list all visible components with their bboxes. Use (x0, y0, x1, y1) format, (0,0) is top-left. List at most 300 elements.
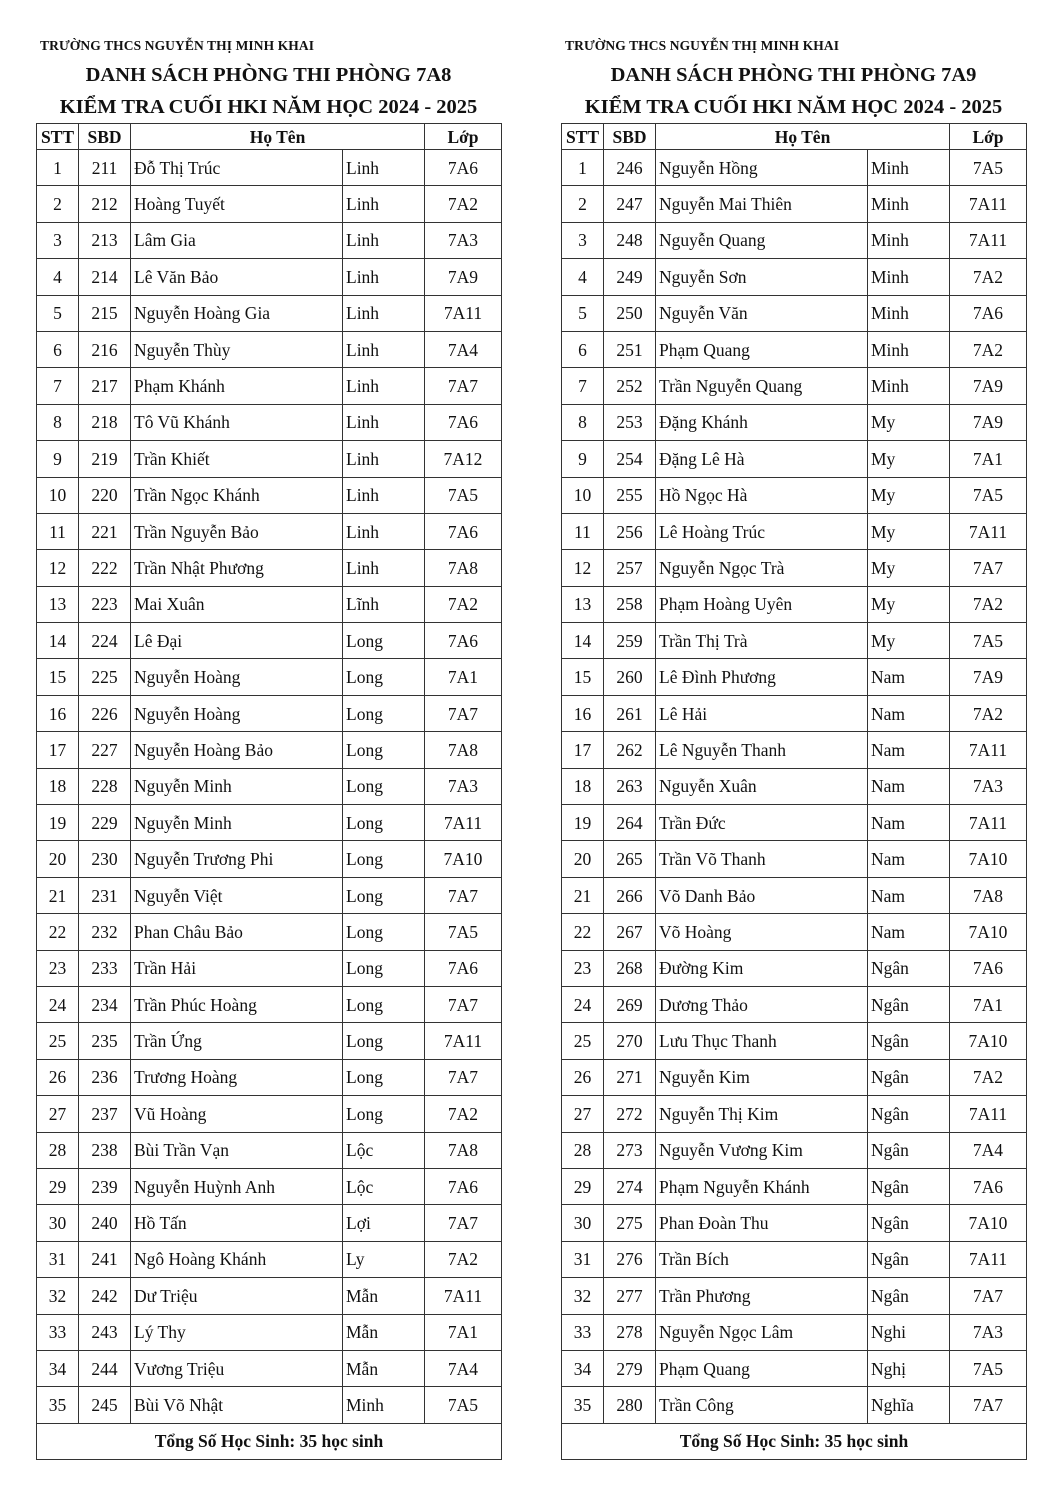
row-sbd: 215 (79, 295, 131, 331)
row-stt: 26 (37, 1059, 79, 1095)
row-stt: 21 (562, 877, 604, 913)
table-row (562, 295, 1027, 331)
table-row (37, 222, 502, 258)
row-class: 7A8 (425, 732, 502, 768)
row-stt: 10 (562, 477, 604, 513)
row-class: 7A3 (425, 768, 502, 804)
row-class: 7A8 (425, 550, 502, 586)
row-stt: 22 (37, 914, 79, 950)
table-row (562, 841, 1027, 877)
row-class: 7A11 (950, 222, 1027, 258)
table-row (37, 950, 502, 986)
row-last-middle-name: Nguyễn Hoàng Gia (131, 295, 343, 331)
row-stt: 26 (562, 1059, 604, 1095)
row-stt: 14 (562, 623, 604, 659)
school-name: TRƯỜNG THCS NGUYỄN THỊ MINH KHAI (565, 38, 840, 53)
table-header-row (562, 124, 1027, 150)
row-first-name: Linh (343, 222, 425, 258)
row-stt: 13 (37, 586, 79, 622)
row-class: 7A11 (950, 186, 1027, 222)
row-sbd: 268 (604, 950, 656, 986)
row-sbd: 230 (79, 841, 131, 877)
row-class: 7A2 (425, 186, 502, 222)
row-sbd: 242 (79, 1278, 131, 1314)
row-first-name: Linh (343, 295, 425, 331)
row-stt: 35 (562, 1387, 604, 1423)
table-row (562, 1278, 1027, 1314)
row-first-name: Ngân (868, 1096, 950, 1132)
row-last-middle-name: Nguyễn Huỳnh Anh (131, 1168, 343, 1204)
row-last-middle-name: Nguyễn Xuân (656, 768, 868, 804)
row-class: 7A6 (425, 404, 502, 440)
row-first-name: Long (343, 1096, 425, 1132)
row-first-name: Minh (868, 186, 950, 222)
row-stt: 18 (37, 768, 79, 804)
row-sbd: 216 (79, 331, 131, 367)
row-class: 7A7 (950, 550, 1027, 586)
row-stt: 7 (37, 368, 79, 404)
row-class: 7A5 (425, 477, 502, 513)
row-first-name: Linh (343, 259, 425, 295)
table-row (562, 331, 1027, 367)
row-sbd: 235 (79, 1023, 131, 1059)
row-class: 7A2 (950, 695, 1027, 731)
row-sbd: 276 (604, 1241, 656, 1277)
row-stt: 2 (562, 186, 604, 222)
row-stt: 3 (562, 222, 604, 258)
header-name: Họ Tên (656, 124, 950, 150)
row-first-name: Ngân (868, 1168, 950, 1204)
table-row (562, 659, 1027, 695)
header-sbd: SBD (79, 124, 131, 150)
row-last-middle-name: Phạm Quang (656, 1350, 868, 1386)
row-stt: 17 (37, 732, 79, 768)
row-last-middle-name: Đỗ Thị Trúc (131, 150, 343, 186)
row-class: 7A7 (425, 1059, 502, 1095)
row-class: 7A1 (425, 1314, 502, 1350)
exam-room-sheet-7a8 (36, 36, 501, 1460)
row-first-name: My (868, 441, 950, 477)
row-last-middle-name: Nguyễn Kim (656, 1059, 868, 1095)
row-stt: 15 (562, 659, 604, 695)
row-class: 7A5 (950, 150, 1027, 186)
row-first-name: Nam (868, 805, 950, 841)
row-class: 7A10 (950, 1023, 1027, 1059)
row-sbd: 263 (604, 768, 656, 804)
row-last-middle-name: Hồ Tấn (131, 1205, 343, 1241)
table-row (37, 732, 502, 768)
row-sbd: 266 (604, 877, 656, 913)
row-last-middle-name: Phan Đoàn Thu (656, 1205, 868, 1241)
row-class: 7A11 (950, 732, 1027, 768)
table-row (37, 695, 502, 731)
row-last-middle-name: Lý Thy (131, 1314, 343, 1350)
row-last-middle-name: Ngô Hoàng Khánh (131, 1241, 343, 1277)
table-row (562, 1205, 1027, 1241)
header-class: Lớp (950, 124, 1027, 150)
row-first-name: Mẫn (343, 1350, 425, 1386)
student-rows (37, 150, 502, 1424)
row-first-name: Long (343, 841, 425, 877)
row-sbd: 223 (79, 586, 131, 622)
table-row (562, 805, 1027, 841)
row-first-name: Mẫn (343, 1278, 425, 1314)
table-row (562, 1314, 1027, 1350)
row-class: 7A7 (425, 695, 502, 731)
row-last-middle-name: Đặng Lê Hà (656, 441, 868, 477)
row-sbd: 233 (79, 950, 131, 986)
row-class: 7A8 (425, 1132, 502, 1168)
row-first-name: My (868, 477, 950, 513)
row-last-middle-name: Trần Công (656, 1387, 868, 1423)
table-header-row (37, 124, 502, 150)
table-row (562, 1132, 1027, 1168)
table-row (562, 877, 1027, 913)
table-row (562, 1350, 1027, 1386)
row-first-name: Nam (868, 768, 950, 804)
table-row (562, 404, 1027, 440)
row-first-name: Linh (343, 441, 425, 477)
row-stt: 5 (37, 295, 79, 331)
table-row (562, 441, 1027, 477)
table-row (37, 259, 502, 295)
row-sbd: 274 (604, 1168, 656, 1204)
row-sbd: 257 (604, 550, 656, 586)
row-stt: 34 (562, 1350, 604, 1386)
row-stt: 6 (562, 331, 604, 367)
row-last-middle-name: Phạm Khánh (131, 368, 343, 404)
row-first-name: Nghi (868, 1314, 950, 1350)
row-last-middle-name: Lê Đình Phương (656, 659, 868, 695)
row-stt: 35 (37, 1387, 79, 1423)
row-last-middle-name: Mai Xuân (131, 586, 343, 622)
row-first-name: Lợi (343, 1205, 425, 1241)
row-class: 7A2 (950, 586, 1027, 622)
row-stt: 15 (37, 659, 79, 695)
row-stt: 2 (37, 186, 79, 222)
school-name: TRƯỜNG THCS NGUYỄN THỊ MINH KHAI (40, 38, 315, 53)
row-first-name: Nam (868, 659, 950, 695)
row-sbd: 271 (604, 1059, 656, 1095)
table-row (37, 877, 502, 913)
row-first-name: Nghĩa (868, 1387, 950, 1423)
row-sbd: 211 (79, 150, 131, 186)
row-class: 7A2 (950, 1059, 1027, 1095)
row-sbd: 252 (604, 368, 656, 404)
row-class: 7A8 (950, 877, 1027, 913)
row-sbd: 234 (79, 986, 131, 1022)
row-class: 7A10 (950, 841, 1027, 877)
table-row (562, 1387, 1027, 1423)
table-row (562, 259, 1027, 295)
row-sbd: 228 (79, 768, 131, 804)
row-last-middle-name: Trần Bích (656, 1241, 868, 1277)
row-stt: 31 (562, 1241, 604, 1277)
row-class: 7A7 (950, 1278, 1027, 1314)
row-sbd: 278 (604, 1314, 656, 1350)
row-stt: 30 (562, 1205, 604, 1241)
row-sbd: 265 (604, 841, 656, 877)
row-class: 7A6 (425, 513, 502, 549)
row-sbd: 219 (79, 441, 131, 477)
row-class: 7A2 (425, 586, 502, 622)
row-first-name: Long (343, 805, 425, 841)
row-sbd: 251 (604, 331, 656, 367)
row-stt: 33 (37, 1314, 79, 1350)
row-stt: 18 (562, 768, 604, 804)
row-first-name: Long (343, 659, 425, 695)
row-last-middle-name: Nguyễn Ngọc Lâm (656, 1314, 868, 1350)
row-class: 7A11 (425, 1278, 502, 1314)
row-sbd: 249 (604, 259, 656, 295)
row-first-name: My (868, 623, 950, 659)
row-first-name: Ngân (868, 1205, 950, 1241)
table-row (37, 1168, 502, 1204)
row-sbd: 239 (79, 1168, 131, 1204)
row-first-name: Linh (343, 150, 425, 186)
row-stt: 24 (562, 986, 604, 1022)
row-stt: 22 (562, 914, 604, 950)
table-row (37, 1314, 502, 1350)
row-class: 7A4 (425, 331, 502, 367)
table-row (562, 732, 1027, 768)
header-stt: STT (562, 124, 604, 150)
row-last-middle-name: Phạm Hoàng Uyên (656, 586, 868, 622)
row-stt: 27 (37, 1096, 79, 1132)
row-class: 7A6 (425, 623, 502, 659)
row-stt: 9 (562, 441, 604, 477)
table-row (562, 477, 1027, 513)
row-first-name: Long (343, 986, 425, 1022)
row-last-middle-name: Trần Nhật Phương (131, 550, 343, 586)
row-sbd: 231 (79, 877, 131, 913)
row-sbd: 240 (79, 1205, 131, 1241)
row-stt: 29 (562, 1168, 604, 1204)
table-row (562, 150, 1027, 186)
header-name: Họ Tên (131, 124, 425, 150)
row-stt: 12 (37, 550, 79, 586)
row-class: 7A11 (950, 1241, 1027, 1277)
row-last-middle-name: Trần Ứng (131, 1023, 343, 1059)
row-stt: 4 (37, 259, 79, 295)
row-sbd: 213 (79, 222, 131, 258)
row-last-middle-name: Nguyễn Thùy (131, 331, 343, 367)
row-sbd: 272 (604, 1096, 656, 1132)
row-sbd: 245 (79, 1387, 131, 1423)
row-stt: 1 (37, 150, 79, 186)
table-row (562, 186, 1027, 222)
row-stt: 13 (562, 586, 604, 622)
row-first-name: Minh (343, 1387, 425, 1423)
row-stt: 21 (37, 877, 79, 913)
row-sbd: 255 (604, 477, 656, 513)
table-row (562, 1241, 1027, 1277)
table-row (562, 1059, 1027, 1095)
row-last-middle-name: Dương Thảo (656, 986, 868, 1022)
row-last-middle-name: Hoàng Tuyết (131, 186, 343, 222)
row-sbd: 275 (604, 1205, 656, 1241)
row-stt: 27 (562, 1096, 604, 1132)
row-stt: 8 (562, 404, 604, 440)
row-sbd: 267 (604, 914, 656, 950)
row-last-middle-name: Nguyễn Sơn (656, 259, 868, 295)
row-first-name: Ngân (868, 1278, 950, 1314)
table-row (37, 368, 502, 404)
row-first-name: Minh (868, 150, 950, 186)
row-first-name: Linh (343, 186, 425, 222)
row-last-middle-name: Nguyễn Minh (131, 805, 343, 841)
row-sbd: 258 (604, 586, 656, 622)
row-first-name: Long (343, 950, 425, 986)
row-last-middle-name: Nguyễn Hoàng (131, 659, 343, 695)
row-first-name: Long (343, 1059, 425, 1095)
table-row (562, 1023, 1027, 1059)
row-last-middle-name: Nguyễn Thị Kim (656, 1096, 868, 1132)
row-first-name: Nam (868, 877, 950, 913)
table-row (562, 586, 1027, 622)
row-first-name: Ngân (868, 950, 950, 986)
row-last-middle-name: Trần Hải (131, 950, 343, 986)
row-sbd: 222 (79, 550, 131, 586)
row-sbd: 224 (79, 623, 131, 659)
row-class: 7A9 (950, 659, 1027, 695)
row-sbd: 260 (604, 659, 656, 695)
table-row (562, 1168, 1027, 1204)
row-last-middle-name: Lê Văn Bảo (131, 259, 343, 295)
total-row (37, 1423, 502, 1459)
row-sbd: 217 (79, 368, 131, 404)
row-last-middle-name: Lâm Gia (131, 222, 343, 258)
row-first-name: Linh (343, 550, 425, 586)
row-class: 7A5 (425, 1387, 502, 1423)
row-stt: 16 (37, 695, 79, 731)
row-last-middle-name: Võ Hoàng (656, 914, 868, 950)
row-first-name: Mẫn (343, 1314, 425, 1350)
row-first-name: Long (343, 732, 425, 768)
row-last-middle-name: Lưu Thục Thanh (656, 1023, 868, 1059)
table-row (37, 477, 502, 513)
row-sbd: 270 (604, 1023, 656, 1059)
row-first-name: Long (343, 623, 425, 659)
row-stt: 12 (562, 550, 604, 586)
row-class: 7A9 (950, 368, 1027, 404)
row-stt: 7 (562, 368, 604, 404)
row-class: 7A2 (950, 259, 1027, 295)
row-first-name: Long (343, 877, 425, 913)
exam-subtitle: KIỂM TRA CUỐI HKI NĂM HỌC 2024 - 2025 (584, 96, 1003, 118)
total-students: Tổng Số Học Sinh: 35 học sinh (562, 1423, 1027, 1459)
table-row (562, 222, 1027, 258)
row-last-middle-name: Trần Võ Thanh (656, 841, 868, 877)
row-class: 7A2 (950, 331, 1027, 367)
table-row (37, 623, 502, 659)
header-stt: STT (37, 124, 79, 150)
row-last-middle-name: Trương Hoàng (131, 1059, 343, 1095)
row-sbd: 279 (604, 1350, 656, 1386)
table-row (37, 1096, 502, 1132)
row-class: 7A3 (950, 1314, 1027, 1350)
row-sbd: 212 (79, 186, 131, 222)
row-stt: 28 (37, 1132, 79, 1168)
row-sbd: 225 (79, 659, 131, 695)
row-last-middle-name: Trần Thị Trà (656, 623, 868, 659)
row-sbd: 244 (79, 1350, 131, 1386)
row-first-name: Long (343, 914, 425, 950)
row-stt: 20 (562, 841, 604, 877)
row-first-name: Linh (343, 513, 425, 549)
row-class: 7A5 (950, 623, 1027, 659)
row-class: 7A11 (950, 805, 1027, 841)
table-row (562, 513, 1027, 549)
row-class: 7A1 (425, 659, 502, 695)
row-first-name: Nam (868, 841, 950, 877)
row-sbd: 220 (79, 477, 131, 513)
row-first-name: Ngân (868, 1132, 950, 1168)
row-first-name: Linh (343, 404, 425, 440)
table-row (562, 550, 1027, 586)
row-stt: 28 (562, 1132, 604, 1168)
table-row (37, 331, 502, 367)
row-first-name: Lĩnh (343, 586, 425, 622)
row-last-middle-name: Vũ Hoàng (131, 1096, 343, 1132)
row-sbd: 218 (79, 404, 131, 440)
row-last-middle-name: Bùi Trần Vạn (131, 1132, 343, 1168)
row-sbd: 248 (604, 222, 656, 258)
table-row (37, 150, 502, 186)
table-row (562, 950, 1027, 986)
row-stt: 32 (37, 1278, 79, 1314)
row-class: 7A6 (425, 1168, 502, 1204)
row-class: 7A11 (425, 805, 502, 841)
table-row (37, 586, 502, 622)
row-class: 7A6 (950, 295, 1027, 331)
row-first-name: Ngân (868, 1059, 950, 1095)
row-last-middle-name: Nguyễn Ngọc Trà (656, 550, 868, 586)
row-first-name: Ngân (868, 1241, 950, 1277)
row-last-middle-name: Đặng Khánh (656, 404, 868, 440)
row-class: 7A10 (950, 914, 1027, 950)
row-stt: 19 (37, 805, 79, 841)
row-stt: 25 (37, 1023, 79, 1059)
row-sbd: 261 (604, 695, 656, 731)
row-stt: 24 (37, 986, 79, 1022)
header-sbd: SBD (604, 124, 656, 150)
table-row (562, 914, 1027, 950)
row-last-middle-name: Nguyễn Văn (656, 295, 868, 331)
row-class: 7A10 (950, 1205, 1027, 1241)
row-class: 7A7 (425, 877, 502, 913)
row-stt: 29 (37, 1168, 79, 1204)
student-table (36, 123, 502, 1460)
room-title: DANH SÁCH PHÒNG THI PHÒNG 7A9 (610, 64, 977, 86)
row-first-name: Ngân (868, 986, 950, 1022)
row-last-middle-name: Phạm Nguyễn Khánh (656, 1168, 868, 1204)
row-stt: 17 (562, 732, 604, 768)
row-stt: 16 (562, 695, 604, 731)
row-last-middle-name: Trần Phúc Hoàng (131, 986, 343, 1022)
table-row (37, 1023, 502, 1059)
row-sbd: 246 (604, 150, 656, 186)
row-last-middle-name: Vương Triệu (131, 1350, 343, 1386)
row-stt: 3 (37, 222, 79, 258)
row-last-middle-name: Phan Châu Bảo (131, 914, 343, 950)
table-row (562, 695, 1027, 731)
row-last-middle-name: Lê Nguyễn Thanh (656, 732, 868, 768)
row-sbd: 227 (79, 732, 131, 768)
room-title: DANH SÁCH PHÒNG THI PHÒNG 7A8 (85, 64, 452, 86)
row-class: 7A7 (425, 986, 502, 1022)
row-class: 7A3 (425, 222, 502, 258)
